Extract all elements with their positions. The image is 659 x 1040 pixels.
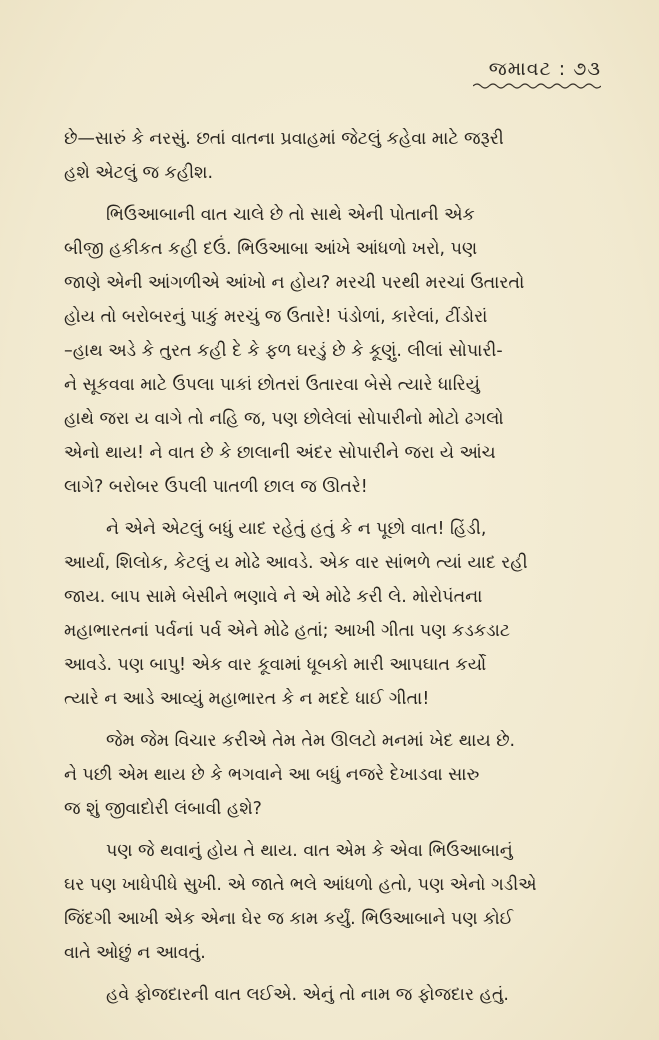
paragraph bbox=[64, 198, 600, 504]
text-line: હવે ફોજદારની વાત લઈએ. એનું તો નામ જ ફોજદાર હતું. bbox=[106, 985, 509, 1005]
text-line: જ શું જીવાદોરી લંબાવી હશે? bbox=[64, 799, 262, 819]
wavy-rule-ornament bbox=[473, 82, 601, 90]
paragraph bbox=[64, 122, 600, 190]
paragraph bbox=[64, 512, 600, 716]
running-head: જમાવટ : ૭૩ bbox=[488, 58, 601, 80]
text-line: ભિઉઆબાની વાત ચાલે છે તો સાથે એની પોતાની એક bbox=[106, 205, 475, 225]
text-line: ઘર પણ ખાધેપીધે સુખી. એ જાતે ભલે આંધળો હતો, પણ એનો ગડીએ bbox=[64, 875, 537, 895]
text-line: જાણે એની આંગળીએ આંખો ન હોય? મરચી પરથી મરચાં ઉતારતો bbox=[64, 273, 525, 293]
text-line: મહાભારતનાં પર્વનાં પર્વ એને મોઢે હતાં; આખી ગીતા પણ કડકડાટ bbox=[64, 621, 510, 641]
text-line: જાય. બાપ સામે બેસીને ભણાવે ને એ મોઢે કરી લે. મોરોપંતના bbox=[64, 587, 483, 607]
text-line: ત્યારે ન આડે આવ્યું મહાભારત કે ન મદદે ધાઈ ગીતા! bbox=[64, 689, 430, 709]
page-header bbox=[473, 58, 601, 90]
text-line: હાથે જરા ય વાગે તો નહિ જ, પણ છોલેલાં સોપારીનો મોટો ઢગલો bbox=[64, 409, 504, 429]
paragraph bbox=[64, 724, 600, 826]
text-line: જિંદગી આખી એક એના ઘેર જ કામ કર્યું. ભિઉઆબાને પણ કોઈ bbox=[64, 909, 514, 929]
text-line: હોય તો બરોબરનું પાકું મરચું જ ઉતારે! પંડોળાં, કારેલાં, ટીંડોરાં bbox=[64, 307, 488, 327]
text-line: એનો થાય! ને વાત છે કે છાલાની અંદર સોપારીને જરા યે આંચ bbox=[64, 443, 496, 463]
text-line: બીજી હકીકત કહી દઉં. ભિઉઆબા આંખે આંધળો ખરો, પણ bbox=[64, 239, 478, 259]
paragraph bbox=[64, 834, 600, 970]
text-line: ને પછી એમ થાય છે કે ભગવાને આ બધું નજરે દેખાડવા સારુ bbox=[64, 765, 480, 785]
text-line: છે—સારું કે નરસું. છતાં વાતના પ્રવાહમાં જેટલું કહેવા માટે જરૂરી bbox=[64, 129, 504, 149]
text-line: ને એને એટલું બધું યાદ રહેતું હતું કે ન પૂછો વાત! હિંડી, bbox=[106, 519, 487, 539]
text-line: આવડે. પણ બાપુ! એક વાર કૂવામાં ધૂબકો મારી આપઘાત કર્યો bbox=[64, 655, 487, 675]
text-line: ને સૂકવવા માટે ઉપલા પાકાં છોતરાં ઉતારવા બેસે ત્યારે ધારિયું bbox=[64, 375, 480, 395]
text-line: પણ જે થવાનું હોય તે થાય. વાત એમ કે એવા ભિઉઆબાનું bbox=[106, 841, 513, 861]
body-text bbox=[64, 122, 600, 1020]
text-line: –હાથ અડે કે તુરત કહી દે કે ફળ ઘરડું છે કે કૂણું. લીલાં સોપારી- bbox=[64, 341, 503, 361]
text-line: હશે એટલું જ કહીશ. bbox=[64, 163, 213, 183]
text-line: જેમ જેમ વિચાર કરીએ તેમ તેમ ઊલટો મનમાં ખેદ થાય છે. bbox=[106, 731, 516, 751]
text-line: લાગે? બરોબર ઉપલી પાતળી છાલ જ ઊતરે! bbox=[64, 477, 368, 497]
text-line: આર્યા, શિલોક, કેટલું ય મોઢે આવડે. એક વાર સાંભળે ત્યાં યાદ રહી bbox=[64, 553, 528, 573]
text-line: વાતે ઓછું ન આવતું. bbox=[64, 943, 206, 963]
paragraph bbox=[64, 978, 600, 1012]
